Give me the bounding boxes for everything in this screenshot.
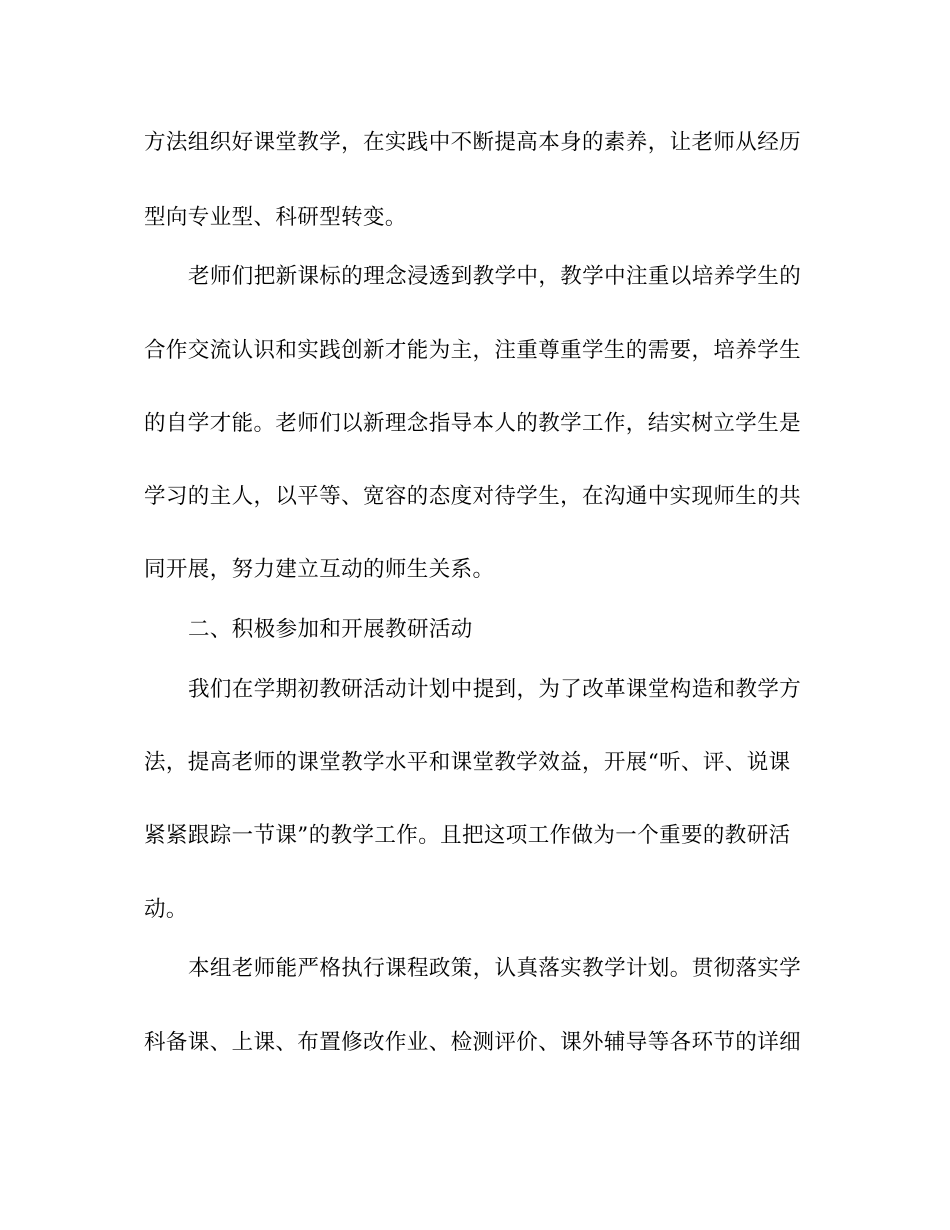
paragraph-first-line: 本组老师能严格执行课程政策，认真落实教学计划。贯彻落实学 xyxy=(188,956,802,981)
text-line: 学习的主人，以平等、宽容的态度对待学生，在沟通中实现师生的共 xyxy=(144,484,802,509)
text-line: 紧紧跟踪一节课”的教学工作。且把这项工作做为一个重要的教研活 xyxy=(144,823,791,848)
text-line: 动。 xyxy=(144,897,188,922)
text-line: 的自学才能。老师们以新理念指导本人的教学工作，结实树立学生是 xyxy=(144,411,802,436)
text-line: 型向专业型、科研型转变。 xyxy=(144,205,407,230)
text-line: 科备课、上课、布置修改作业、检测评价、课外辅导等各环节的详细 xyxy=(144,1030,802,1055)
paragraph-first-line: 老师们把新课标的理念浸透到教学中，教学中注重以培养学生的 xyxy=(188,264,802,289)
paragraph-first-line: 我们在学期初教研活动计划中提到，为了改革课堂构造和教学方 xyxy=(188,677,802,702)
text-line: 同开展，努力建立互动的师生关系。 xyxy=(144,557,495,582)
text-line: 法，提高老师的课堂教学水平和课堂教学效益，开展“听、评、说课 xyxy=(144,750,791,775)
text-line: 方法组织好课堂教学，在实践中不断提高本身的素养，让老师从经历 xyxy=(144,130,802,155)
text-line: 合作交流认识和实践创新才能为主，注重尊重学生的需要，培养学生 xyxy=(144,338,802,363)
section-heading: 二、积极参加和开展教研活动 xyxy=(188,617,473,642)
